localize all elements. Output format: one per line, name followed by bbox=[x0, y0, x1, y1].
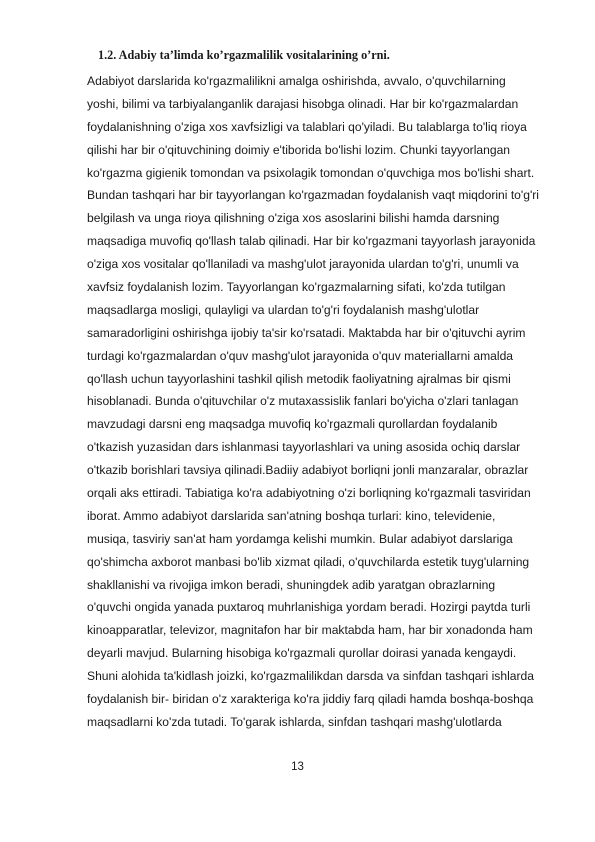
text-line: maqsadlarga mosligi, qulayligi va ulardan to'g'ri foydalanish mashg'ulotlar bbox=[87, 302, 480, 317]
text-line: qilishi har bir o'qituvchining doimiy e'tiborida bo'lishi lozim. Chunki tayyorlangan bbox=[87, 142, 511, 157]
section-heading: 1.2. Adabiy ta’limda ko’rgazmalilik vositalarining o’rni. bbox=[98, 48, 390, 62]
text-line: shakllanishi va rivojiga imkon beradi, shuningdek adib yaratgan obrazlarning bbox=[87, 577, 496, 592]
text-line: ko'rgazma gigienik tomondan va psixolagik tomondan o'quvchiga mos bo'lishi shart. bbox=[87, 165, 535, 180]
text-line: xavfsiz foydalanish lozim. Tayyorlangan ko'rgazmalarning sifati, ko'zda tutilgan bbox=[87, 280, 506, 295]
body-text bbox=[87, 70, 587, 734]
text-line: foydalanish bir- biridan o'z xarakteriga ko'ra jiddiy farq qiladi hamda boshqa-boshqa bbox=[87, 692, 534, 707]
text-line: maqsadlarni ko'zda tutadi. To'garak ishlarda, sinfdan tashqari mashg'ulotlarda bbox=[87, 714, 502, 729]
text-line: Adabiyot darslarida ko'rgazmalilikni amalga oshirishda, avvalo, o'quvchilarning bbox=[87, 74, 506, 88]
text-line: turdagi ko'rgazmalardan o'quv mashg'ulot jarayonida o'quv materiallarni amalda bbox=[87, 348, 514, 363]
text-line: musiqa, tasviriy san'at ham yordamga kelishi mumkin. Bular adabiyot darslariga bbox=[87, 531, 513, 546]
text-line: deyarli mavjud. Bularning hisobiga ko'rgazmali qurollar doirasi yanada kengaydi. bbox=[87, 646, 517, 661]
text-line: iborat. Ammo adabiyot darslarida san'atning boshqa turlari: kino, televidenie, bbox=[87, 508, 496, 523]
text-line: orqali aks ettiradi. Tabiatiga ko'ra adabiyotning o'zi borliqning ko'rgazmali tasviridan bbox=[87, 486, 531, 501]
page-number: 13 bbox=[291, 761, 304, 773]
text-line: mavzudagi darsni eng maqsadga muvofiq ko'rgazmali qurollardan foydalanib bbox=[87, 417, 498, 432]
text-line: Shuni alohida ta'kidlash joizki, ko'rgazmalilikdan darsda va sinfdan tashqari ishlarda bbox=[87, 669, 534, 684]
text-line: hisoblanadi. Bunda o'qituvchilar o'z mutaxassislik fanlari bo'yicha o'zlari tanlagan bbox=[87, 394, 519, 409]
text-line: samaradorligini oshirishga ijobiy ta'sir ko'rsatadi. Maktabda har bir o'qituvchi ayrim bbox=[87, 325, 526, 340]
text-line: qo'shimcha axborot manbasi bo'lib xizmat qiladi, o'quvchilarda estetik tuyg'ularning bbox=[87, 554, 530, 569]
text-line: o'tkazish yuzasidan dars ishlanmasi tayyorlashlari va uning asosida ochiq darslar bbox=[87, 440, 521, 455]
text-line: Bundan tashqari har bir tayyorlangan ko'rgazmadan foydalanish vaqt miqdorini to'g'ri bbox=[87, 188, 539, 203]
text-line: foydalanishning o'ziga xos xavfsizligi va talablari qo'yiladi. Bu talablarga to'liq rioya bbox=[87, 119, 527, 134]
text-line: o'quvchi ongida yanada puxtaroq muhrlanishiga yordam beradi. Hozirgi paytda turli bbox=[87, 600, 531, 615]
text-line: yoshi, bilimi va tarbiyalanganlik darajasi hisobga olinadi. Har bir ko'rgazmalardan bbox=[87, 96, 519, 111]
text-line: belgilash va unga rioya qilishning o'ziga xos asoslarini bilishi hamda darsning bbox=[87, 211, 500, 226]
text-line: o'tkazib borishlari tavsiya qilinadi.Badiiy adabiyot borliqni jonli manzaralar, obrazlar bbox=[87, 463, 529, 478]
text-line: maqsadiga muvofiq qo'llash talab qilinadi. Har bir ko'rgazmani tayyorlash jarayonida bbox=[87, 234, 536, 249]
text-line: kinoapparatlar, televizor, magnitafon har bir maktabda ham, har bir xonadonda ham bbox=[87, 623, 533, 638]
text-line: qo'llash uchun tayyorlashini tashkil qilish metodik faoliyatning ajralmas bir qismi bbox=[87, 371, 511, 386]
text-line: o'ziga xos vositalar qo'llaniladi va mashg'ulot jarayonida ulardan to'g'ri, unumli va bbox=[87, 257, 519, 272]
